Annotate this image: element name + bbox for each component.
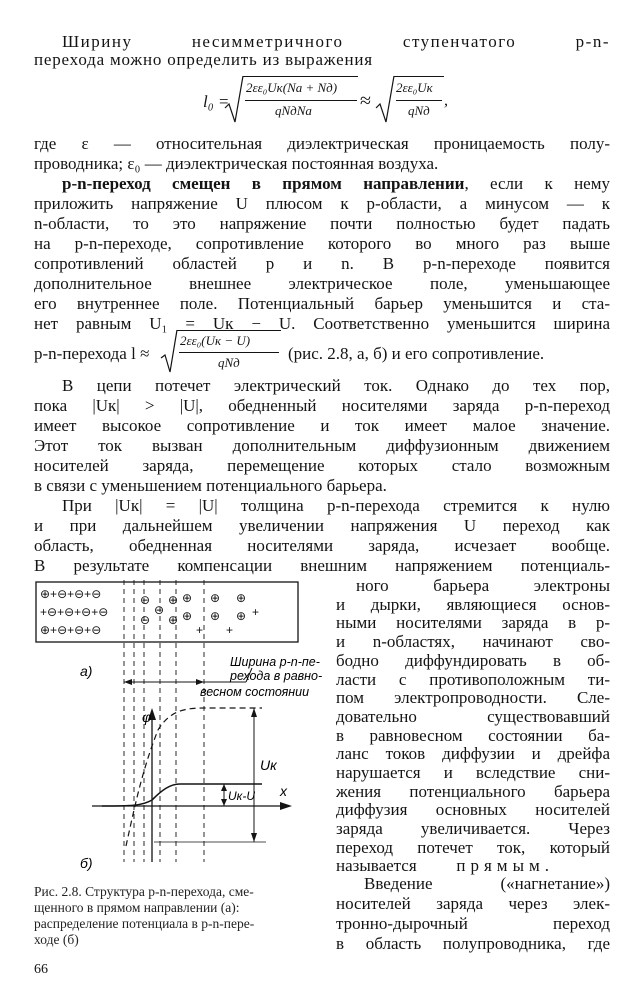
formula1-sqrt1-den: qNдNa: [275, 103, 312, 118]
formula1-sqrt2-sign: [375, 74, 395, 126]
svg-text:+: +: [196, 623, 204, 637]
svg-text:⊕: ⊕: [210, 609, 221, 623]
para4-line3: имеет высокое сопротивление и ток имеет малое значение.: [34, 416, 610, 435]
side-column-last-line: [336, 856, 554, 876]
para3-line7: его внутреннее поле. Потенциальный барьер уменьшится и ста-: [34, 294, 610, 313]
para6-line1: Введение («нагнетание»): [364, 874, 610, 893]
para1-line1: Ширину несимметричного ступенчатого p-n-: [62, 32, 610, 51]
para3-frac-line: [179, 352, 279, 353]
para5-line2: и при дальнейшем увеличении напряжения U переход как: [34, 516, 610, 535]
svg-text:⊕: ⊕: [236, 609, 247, 623]
side-column-line: пом электропроводности. Сле-: [336, 688, 610, 708]
para3-line1: [62, 174, 610, 194]
para6-line4: в область полупроводника, где: [336, 934, 610, 953]
formula1-lhs: l₀ =: [203, 92, 230, 111]
uk-dim-top-head: [251, 708, 257, 717]
side-column-line: жения потенциального барьера: [336, 781, 610, 801]
svg-text:⊕: ⊕: [210, 591, 221, 605]
para4-line4: Этот ток вызван дополнительным диффузионным движением: [34, 436, 610, 455]
para5-line3: область, обедненная носителями заряда, исчезает вообще.: [34, 536, 610, 555]
x-axis-arrow: [280, 802, 292, 810]
figure-2-8: [30, 580, 330, 880]
side-column-line: ласти с противоположным ти-: [336, 669, 610, 689]
para3-line9-start: p-n-перехода l ≈: [34, 344, 150, 363]
x-axis-label: x: [280, 783, 287, 799]
uk-u-label: Uк-U: [228, 789, 255, 803]
side-column-line: переход потечет ток, который: [336, 837, 610, 857]
label-a: а): [80, 663, 93, 679]
para2-line2: проводника; ε₀ — диэлектрическая постоянная воздуха.: [34, 154, 439, 173]
formula1-sqrt1-bar: [243, 76, 358, 77]
para3-line9-num: 2εε₀(Uк − U): [180, 333, 251, 348]
para4-line6: в связи с уменьшением потенциального барьера.: [34, 476, 387, 495]
para3-bold-lead: p-n-переход смещен в прямом направлении: [62, 174, 465, 193]
svg-text:+⊖+⊖+⊖+⊖: +⊖+⊖+⊖+⊖: [40, 605, 109, 619]
side-last-line-spaced: прямым.: [456, 856, 554, 875]
width-arrow-left-head: [124, 679, 132, 685]
formula1-approx: ≈: [360, 90, 371, 112]
formula1-frac1-line: [245, 100, 357, 101]
para3-sqrt-bar: [177, 330, 281, 331]
side-column-line: и n-областях, начинают сво-: [336, 632, 610, 652]
side-column-line: диффузия основных носителей: [336, 800, 610, 820]
para3-line2: приложить напряжение U плюсом к p-области, а минусом — к: [34, 194, 610, 213]
side-column-line: бодно диффундировать в об-: [336, 650, 610, 670]
para3-line4: на p-n-переходе, сопротивление которого во много раз выше: [34, 234, 610, 253]
side-column-line: в равновесном состоянии ба-: [336, 725, 610, 745]
svg-text:+: +: [226, 623, 234, 637]
uk-dim-bottom-head: [251, 833, 257, 842]
svg-text:⊕: ⊕: [168, 613, 179, 627]
formula1-tail: ,: [444, 92, 448, 109]
width-note-3: весном состоянии: [200, 685, 310, 699]
formula1-sqrt2-den: qNд: [408, 103, 430, 118]
side-column-line: и дырки, являющиеся основ-: [336, 594, 610, 614]
para5-line1: При |Uк| = |U| толщина p-n-перехода стремится к нулю: [62, 496, 610, 515]
para6-line3: тронно-дырочный переход: [336, 914, 610, 933]
para5-line4: В результате компенсации внешним напряжением потенциаль-: [34, 556, 610, 575]
side-column-line: ными носителями заряда в p-: [336, 613, 610, 633]
formula1-sqrt2-bar: [394, 76, 444, 77]
svg-text:+: +: [252, 605, 260, 619]
para3-line6: дополнительное внешнее электрическое поле, уменьшающее: [34, 274, 610, 293]
uk-u-dim-top-head: [221, 784, 227, 791]
caption-line3: распределение потенциала в p-n-пере-: [34, 916, 255, 931]
label-b: б): [80, 855, 93, 871]
caption-line1: Рис. 2.8. Структура p-n-перехода, сме-: [34, 884, 254, 899]
equilibrium-potential-curve: [126, 708, 262, 846]
para2-line1: где ε — относительная диэлектрическая проницаемость полу-: [34, 134, 610, 153]
para4-line5: носителей заряда, перемещение которых стало возможным: [34, 456, 610, 475]
width-note-2: рехода в равно-: [230, 669, 323, 683]
caption-line2: щенного в прямом направлении (а):: [34, 900, 240, 915]
para3-line9-den: qNд: [218, 355, 240, 370]
side-last-line-start: называется: [336, 856, 417, 875]
svg-text:⊕+⊖+⊖+⊖: ⊕+⊖+⊖+⊖: [40, 587, 102, 601]
phi-axis-label: φ: [142, 709, 152, 725]
svg-text:⊖: ⊖: [140, 613, 151, 627]
svg-text:⊕: ⊕: [236, 591, 247, 605]
side-column-line: нарушается и вследствие сни-: [336, 763, 610, 782]
svg-text:⊕+⊖+⊖+⊖: ⊕+⊖+⊖+⊖: [40, 623, 102, 637]
formula1-sqrt2-num: 2εε₀Uк: [396, 80, 433, 95]
depletion-charges: [140, 593, 178, 627]
para4-line1: В цепи потечет электрический ток. Однако до тех пор,: [62, 376, 610, 395]
para3-line1-rest: , если к нему: [464, 174, 610, 193]
para3-sqrt-sign: [160, 328, 178, 376]
svg-text:⊖: ⊖: [154, 603, 165, 617]
page-number: 66: [34, 962, 48, 977]
svg-text:⊖: ⊖: [140, 593, 151, 607]
side-column-line: ланс токов диффузии и дрейфа: [336, 744, 610, 764]
uk-label: Uк: [260, 757, 277, 773]
uk-u-dim-bottom-head: [221, 799, 227, 806]
width-note-1: Ширина p-n-пе-: [230, 655, 320, 669]
caption-line4: ходе (б): [34, 932, 79, 947]
para6-line2: носителей заряда через элек-: [336, 894, 610, 913]
svg-text:⊕: ⊕: [182, 591, 193, 605]
formula1-sqrt1-sign: [224, 74, 244, 126]
side-column-line: ного барьера электроны: [356, 576, 610, 595]
side-column-line: заряда увеличивается. Через: [336, 819, 610, 839]
para3-line3: n-области, то это напряжение почти полностью будет падать: [34, 214, 610, 233]
para3-line5: сопротивлений областей p и n. В p-n-переходе появится: [34, 254, 610, 273]
svg-text:⊕: ⊕: [182, 609, 193, 623]
svg-text:⊕: ⊕: [168, 593, 179, 607]
para3-line8: нет равным U₁ = Uк − U. Соответственно уменьшится ширина: [34, 314, 610, 333]
para4-line2: пока |Uк| > |U|, обедненный носителями заряда p-n-переход: [34, 396, 610, 415]
formula1-sqrt1-num: 2εε₀Uк(Na + Nд): [246, 80, 338, 95]
formula1-frac2-line: [396, 100, 442, 101]
para3-line9-end: (рис. 2.8, а, б) и его сопротивление.: [288, 344, 545, 363]
side-column-line: довательно существовавший: [336, 706, 610, 726]
n-region-charges: [182, 591, 259, 637]
para1-line2: перехода можно определить из выражения: [34, 50, 373, 69]
p-region-charges: [40, 587, 108, 637]
